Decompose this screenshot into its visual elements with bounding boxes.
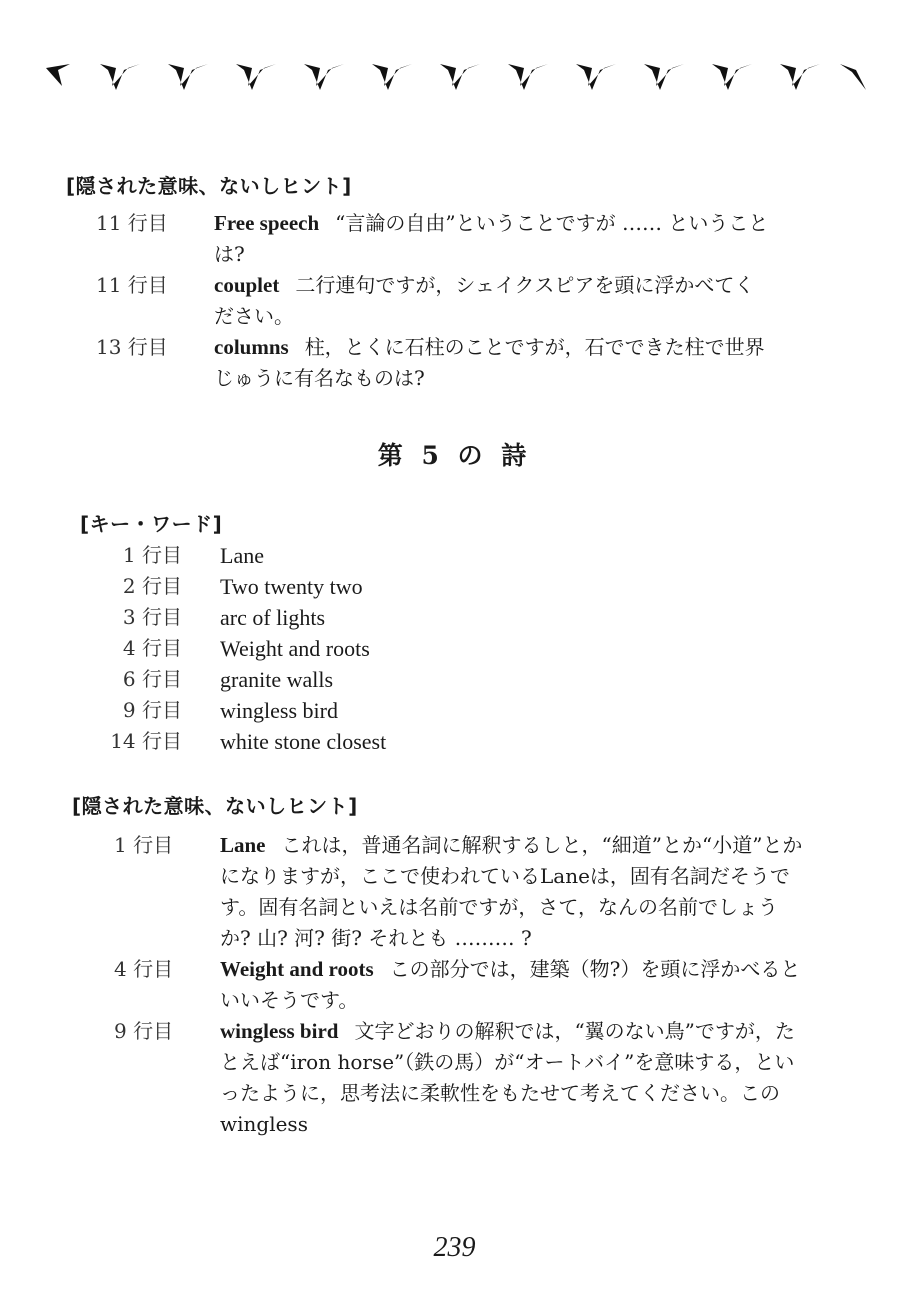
keyword: white stone closest (220, 729, 387, 754)
keyword: granite walls (220, 667, 334, 692)
line-number: 4 行目 (122, 636, 182, 660)
keyword: arc of lights (220, 605, 326, 630)
hint-item (0, 1016, 909, 1140)
header-ornament (40, 56, 870, 96)
section-heading-hints-2: [隠された意味、ないしヒント] (72, 794, 358, 818)
keyword-item (0, 726, 909, 757)
keyword-item (0, 633, 909, 664)
section-heading-hints-1: [隠された意味、ないしヒント] (66, 174, 352, 198)
line-number: 14 行目 (110, 729, 182, 753)
line-number: 1 行目 (122, 543, 182, 567)
keyword-item (0, 695, 909, 726)
line-number: 13 行目 (96, 335, 168, 359)
hint-item (0, 270, 909, 332)
hint-text: 柱，とくに石柱のことですが，石でできた柱で世界じゅうに有名なものは? (214, 335, 765, 390)
line-number: 1 行目 (114, 833, 174, 857)
hint-term: couplet (214, 273, 280, 297)
keyword: Weight and roots (220, 636, 370, 661)
keyword-item (0, 602, 909, 633)
hint-text: 文字どおりの解釈では，“翼のない鳥”ですが，たとえば“iron horse”（鉄の馬）が“オートバイ”を意味する，といったように，思考法に柔軟性をもたせて考えてください。この wingless (220, 1019, 795, 1136)
page-number: 239 (433, 1232, 476, 1263)
hint-term: Weight and roots (220, 957, 374, 981)
hint-item (0, 954, 909, 1016)
line-number: 9 行目 (122, 698, 182, 722)
line-number: 11 行目 (96, 211, 168, 235)
hint-text: この部分では，建築（物?）を頭に浮かべるといいそうです。 (220, 957, 801, 1012)
keyword: Lane (220, 543, 264, 568)
line-number: 2 行目 (122, 574, 182, 598)
keyword-list (0, 540, 909, 757)
line-number: 11 行目 (96, 273, 168, 297)
hint-term: columns (214, 335, 289, 359)
line-number: 3 行目 (122, 605, 182, 629)
keyword: Two twenty two (220, 574, 363, 599)
line-number: 4 行目 (114, 957, 174, 981)
hint-item (0, 332, 909, 394)
hint-text: これは，普通名詞に解釈するしと，“細道”とか“小道”とかになりますが，ここで使われているLaneは，固有名詞だそうです。固有名詞といえは名前ですが，さて，なんの名前でしょうか? 山? 河? 街? それとも ……… ? (220, 833, 803, 950)
hint-term: wingless bird (220, 1019, 339, 1043)
section-heading-keywords: [キー・ワード] (80, 512, 223, 536)
hint-term: Free speech (214, 211, 320, 235)
hint-text: “言論の自由”ということですが …… ということは? (214, 211, 769, 266)
keyword-item (0, 664, 909, 695)
keyword-item (0, 571, 909, 602)
keyword-item (0, 540, 909, 571)
hint-item (0, 830, 909, 954)
line-number: 9 行目 (114, 1019, 174, 1043)
hint-item (0, 208, 909, 270)
hint-text: 二行連句ですが，シェイクスピアを頭に浮かべてください。 (214, 273, 755, 328)
keyword: wingless bird (220, 698, 338, 723)
line-number: 6 行目 (122, 667, 182, 691)
hint-list-2 (0, 830, 909, 1140)
poem-title: 第 5 の 詩 (377, 441, 532, 470)
hint-term: Lane (220, 833, 266, 857)
hint-list-1 (0, 208, 909, 394)
